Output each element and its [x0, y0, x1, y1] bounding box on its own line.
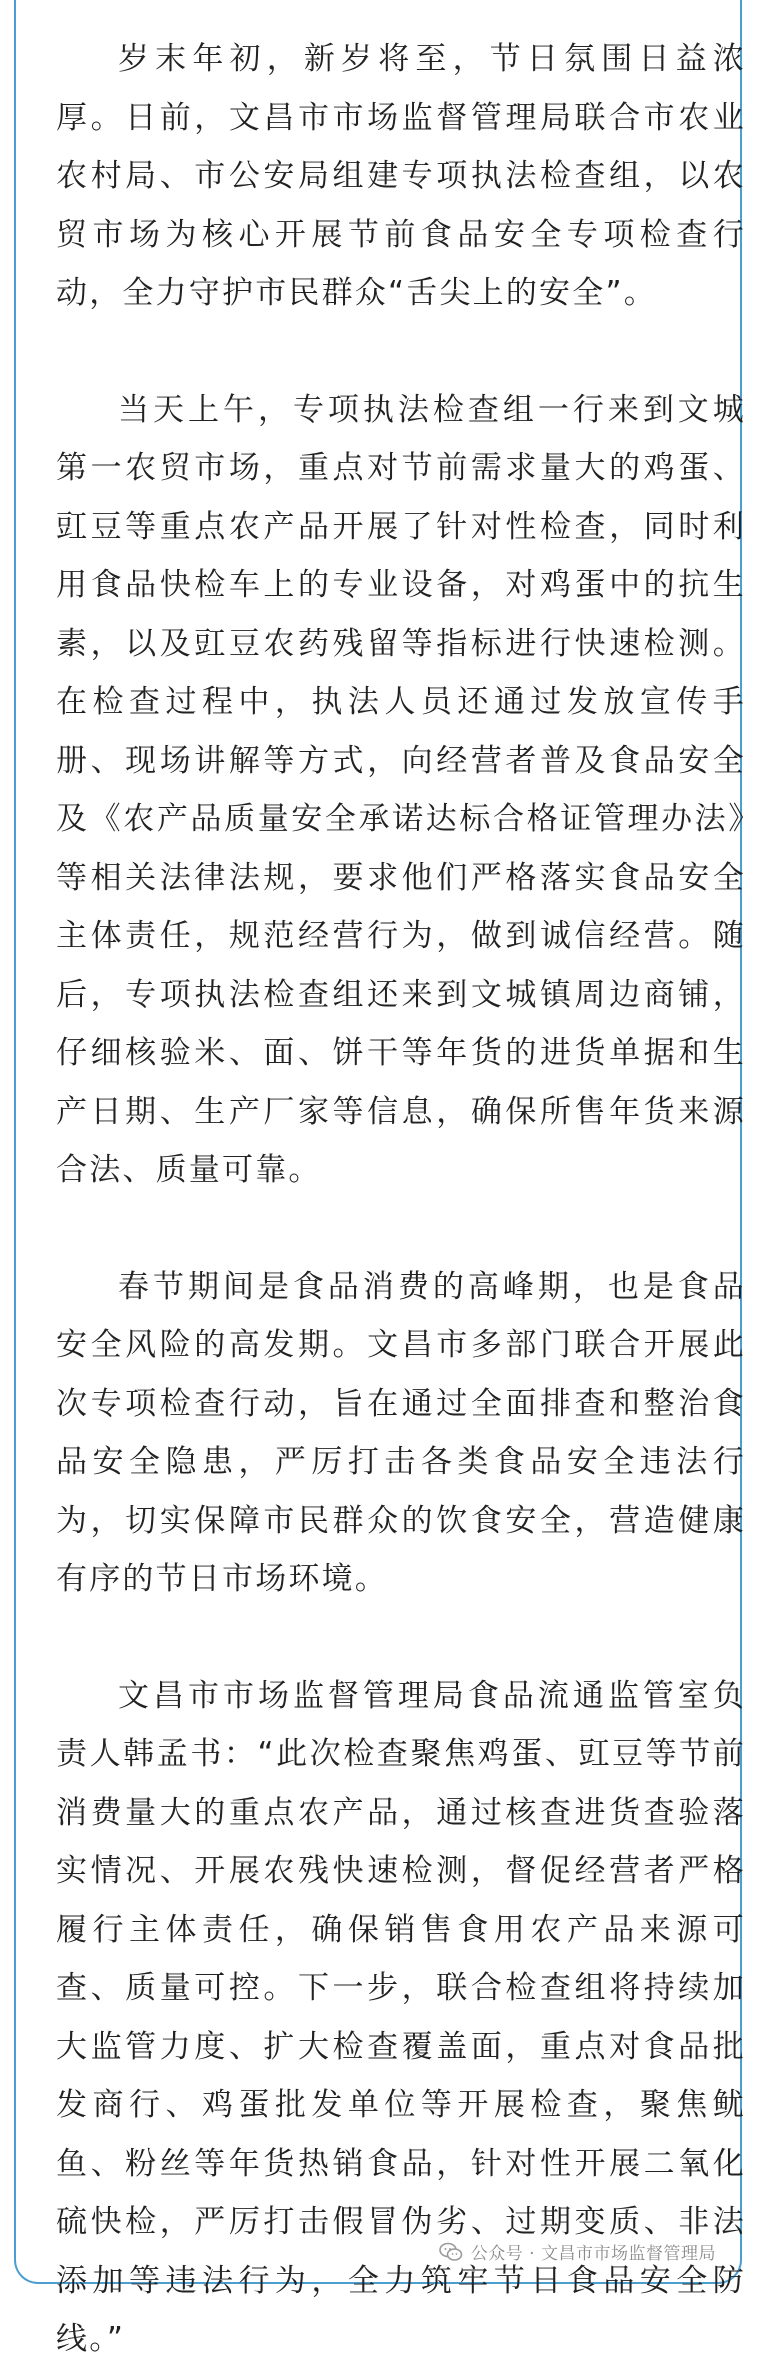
wechat-icon: [439, 2242, 463, 2262]
article-frame: [14, 0, 746, 2357]
article-paragraph-4: 文昌市市场监督管理局食品流通监管室负责人韩孟书：“此次检查聚焦鸡蛋、豇豆等节前消费量大的重点农产品，通过核查进货查验落实情况、开展农残快速检测，督促经营者严格履行主体责任，确保销售食用农产品来源可查、质量可控。下一步，联合检查组将持续加大监管力度、扩大检查覆盖面，重点对食品批发商行、鸡蛋批发单位等开展检查，聚焦鱿鱼、粉丝等年货热销食品，针对性开展二氧化硫快检，严厉打击假冒伪劣、过期变质、非法添加等违法行为，全力筑牢节日食品安全防线。”: [56, 1677, 746, 2357]
article-body: [56, 30, 746, 2369]
article-paragraph-3: 春节期间是食品消费的高峰期，也是食品安全风险的高发期。文昌市多部门联合开展此次专项检查行动，旨在通过全面排查和整治食品安全隐患，严厉打击各类食品安全违法行为，切实保障市民群众的饮食安全，营造健康有序的节日市场环境。: [56, 1268, 746, 1597]
watermark-text: 公众号 · 文昌市市场监督管理局: [470, 2244, 716, 2264]
article-paragraph-1: 岁末年初，新岁将至，节日氛围日益浓厚。日前，文昌市市场监督管理局联合市农业农村局、市公安局组建专项执法检查组，以农贸市场为核心开展节前食品安全专项检查行动，全力守护市民群众“舌尖上的安全”。: [56, 41, 746, 311]
source-watermark: [439, 2239, 716, 2264]
article-paragraph-2: 当天上午，专项执法检查组一行来到文城第一农贸市场，重点对节前需求量大的鸡蛋、豇豆等重点农产品开展了针对性检查，同时利用食品快检车上的专业设备，对鸡蛋中的抗生素，以及豇豆农药残留等指标进行快速检测。在检查过程中，执法人员还通过发放宣传手册、现场讲解等方式，向经营者普及食品安全及《农产品质量安全承诺达标合格证管理办法》等相关法律法规，要求他们严格落实食品安全主体责任，规范经营行为，做到诚信经营。随后，专项执法检查组还来到文城镇周边商铺，仔细核验米、面、饼干等年货的进货单据和生产日期、生产厂家等信息，确保所售年货来源合法、质量可靠。: [56, 391, 746, 1188]
